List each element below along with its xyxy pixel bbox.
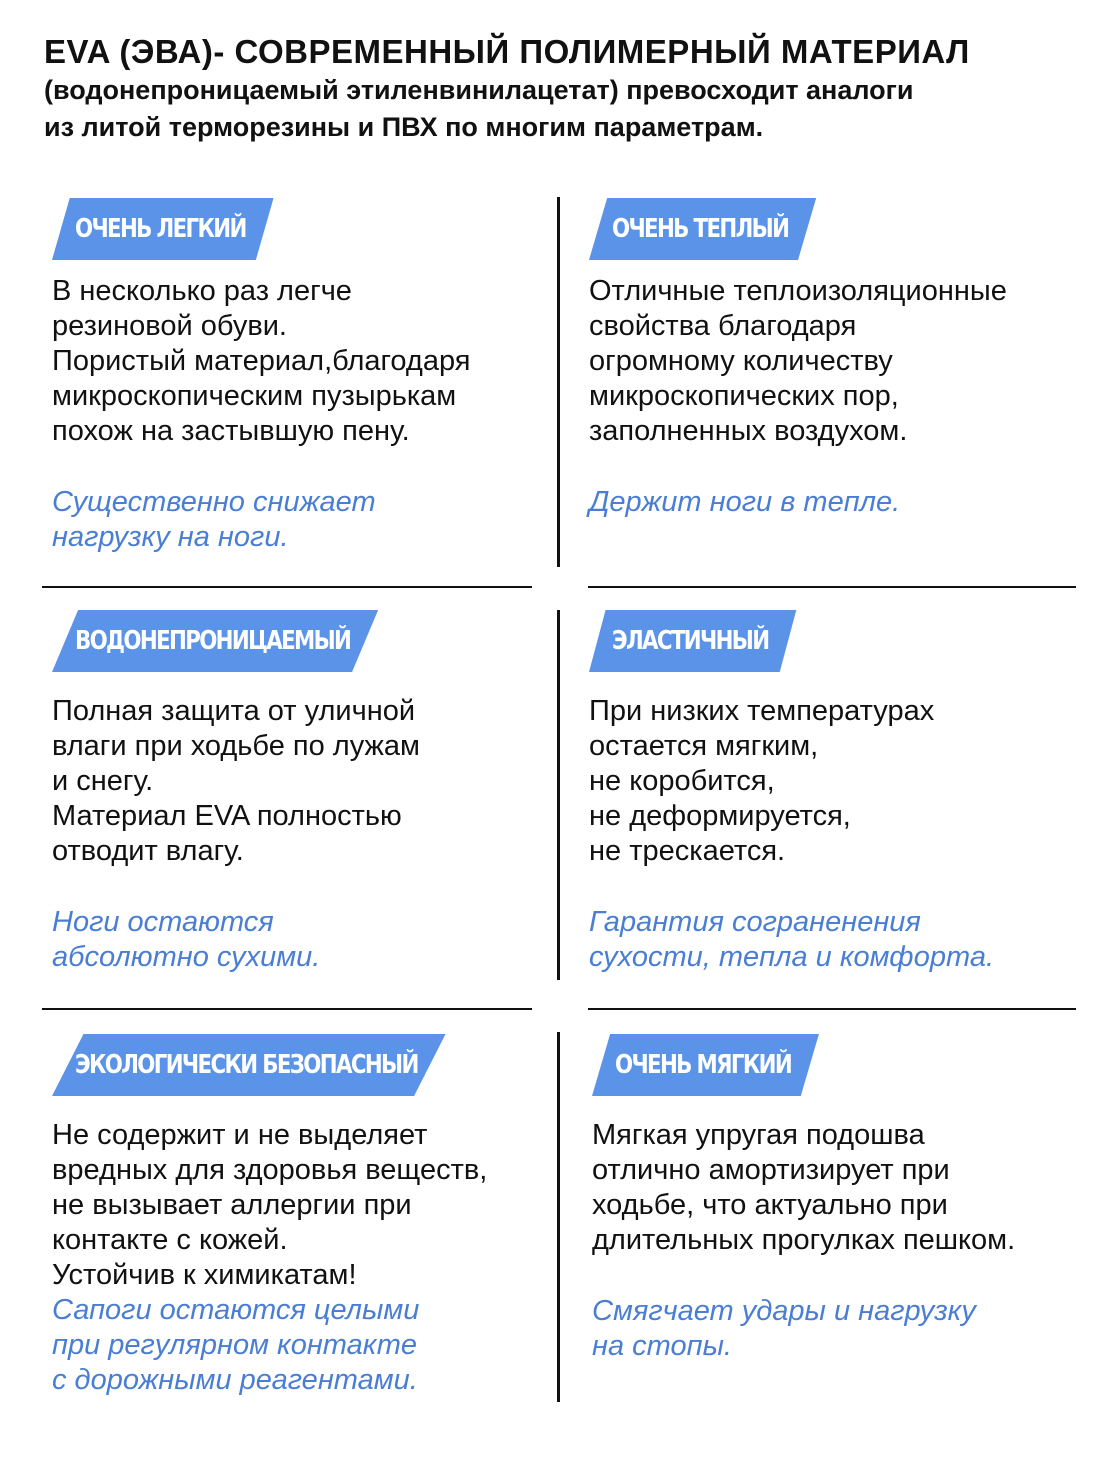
text-line: вредных для здоровья веществ,: [52, 1154, 488, 1186]
text-line: микроскопическим пузырькам: [52, 380, 457, 412]
feature-description: [589, 274, 1079, 449]
text-line: Отличные теплоизоляционные: [589, 275, 1007, 307]
header: [44, 32, 1064, 146]
feature-description: [52, 1118, 552, 1293]
text-line: Мягкая упругая подошва: [592, 1119, 925, 1151]
horizontal-divider-right-2: [588, 1008, 1076, 1010]
feature-benefit: [589, 905, 1079, 975]
text-line: резиновой обуви.: [52, 310, 287, 342]
feature-card-soft: [592, 1034, 1087, 1364]
text-line: абсолютно сухими.: [52, 941, 321, 973]
text-line: не деформируется,: [589, 800, 851, 832]
text-line: при регулярном контакте: [52, 1329, 418, 1361]
page-subtitle-line-1: (водонепроницаемый этиленвинилацетат) превосходит аналоги: [44, 75, 914, 105]
horizontal-divider-left-2: [42, 1008, 532, 1010]
vertical-divider-2: [557, 610, 560, 980]
text-line: на стопы.: [592, 1330, 732, 1362]
feature-benefit: [52, 905, 542, 975]
text-line: Полная защита от уличной: [52, 695, 416, 727]
feature-tag-label: ОЧЕНЬ ТЕПЛЫЙ: [611, 214, 789, 244]
text-line: свойства благодаря: [589, 310, 857, 342]
text-line: Ноги остаются: [52, 906, 274, 938]
feature-card-waterproof: [52, 610, 542, 975]
feature-benefit: [52, 485, 542, 555]
text-line: Материал EVA полностью: [52, 800, 402, 832]
text-line: не вызывает аллергии при: [52, 1189, 412, 1221]
feature-tag-label: ЭКОЛОГИЧЕСКИ БЕЗОПАСНЫЙ: [74, 1050, 418, 1080]
text-line: огромному количеству: [589, 345, 893, 377]
text-line: Сапоги остаются целыми: [52, 1294, 420, 1326]
text-line: Держит ноги в тепле.: [589, 486, 901, 518]
text-line: При низких температурах: [589, 695, 935, 727]
feature-tag: [592, 1034, 819, 1096]
feature-tag: [52, 610, 378, 672]
text-line: длительных прогулках пешком.: [592, 1224, 1016, 1256]
text-line: Устойчив к химикатам!: [52, 1259, 357, 1291]
feature-card-light: [52, 198, 542, 555]
text-line: не коробится,: [589, 765, 775, 797]
text-line: влаги при ходьбе по лужам: [52, 730, 420, 762]
feature-benefit: [592, 1294, 1087, 1364]
feature-description: [592, 1118, 1087, 1258]
feature-tag: [52, 1034, 446, 1096]
text-line: с дорожными реагентами.: [52, 1364, 418, 1396]
text-line: Не содержит и не выделяет: [52, 1119, 428, 1151]
text-line: и снегу.: [52, 765, 154, 797]
horizontal-divider-left-1: [42, 586, 532, 588]
vertical-divider-3: [557, 1032, 560, 1402]
text-line: остается мягким,: [589, 730, 819, 762]
text-line: Существенно снижает: [52, 486, 376, 518]
feature-tag-label: ОЧЕНЬ МЯГКИЙ: [614, 1050, 792, 1080]
feature-card-eco: [52, 1034, 552, 1398]
text-line: сухости, тепла и комфорта.: [589, 941, 995, 973]
text-line: не трескается.: [589, 835, 786, 867]
feature-description: [589, 694, 1079, 869]
text-line: контакте с кожей.: [52, 1224, 288, 1256]
text-line: Смягчает удары и нагрузку: [592, 1295, 976, 1327]
feature-tag-label: ОЧЕНЬ ЛЕГКИЙ: [74, 214, 246, 244]
vertical-divider-1: [557, 197, 560, 567]
text-line: нагрузку на ноги.: [52, 521, 289, 553]
feature-description: [52, 694, 542, 869]
horizontal-divider-right-1: [588, 586, 1076, 588]
text-line: Гарантия сограненения: [589, 906, 921, 938]
text-line: отводит влагу.: [52, 835, 244, 867]
text-line: заполненных воздухом.: [589, 415, 908, 447]
text-line: отлично амортизирует при: [592, 1154, 950, 1186]
feature-description: [52, 274, 542, 449]
text-line: похож на застывшую пену.: [52, 415, 410, 447]
text-line: микроскопических пор,: [589, 380, 899, 412]
text-line: ходьбе, что актуально при: [592, 1189, 948, 1221]
feature-tag: [52, 198, 274, 260]
feature-card-warm: [589, 198, 1079, 520]
feature-card-elastic: [589, 610, 1079, 975]
feature-tag: [589, 610, 796, 672]
feature-tag-label: ВОДОНЕПРОНИЦАЕМЫЙ: [74, 626, 351, 656]
text-line: Пористый материал,благодаря: [52, 345, 471, 377]
feature-tag-label: ЭЛАСТИЧНЫЙ: [611, 626, 769, 656]
feature-benefit: [589, 485, 1079, 520]
feature-tag: [589, 198, 816, 260]
page-subtitle-line-2: из литой терморезины и ПВХ по многим параметрам.: [44, 112, 764, 142]
page-title: EVA (ЭВА)- СОВРЕМЕННЫЙ ПОЛИМЕРНЫЙ МАТЕРИАЛ: [44, 33, 970, 70]
feature-benefit: [52, 1293, 552, 1398]
text-line: В несколько раз легче: [52, 275, 352, 307]
